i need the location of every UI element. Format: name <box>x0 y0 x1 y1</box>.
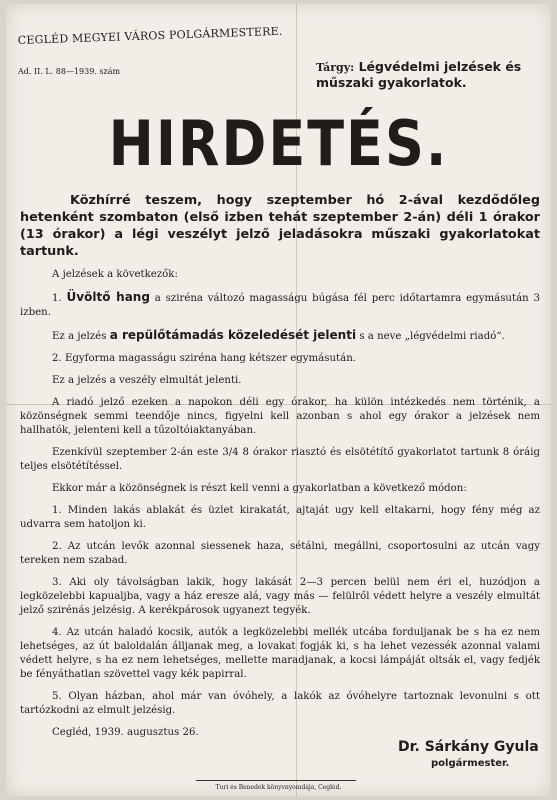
signal-1-name: Üvöltő hang <box>66 290 150 304</box>
intro-paragraph: Közhírré teszem, hogy szeptember hó 2-ával kezdődőleg hetenként szombaton (első izben tehát szeptember 2-án) déli 1 órakor (13 órakor) a légi veszélyt jelző jeladásokra műszaki gyakorlatokat tartunk. <box>20 193 540 259</box>
rule-5: 5. Olyan házban, ahol már van óvóhely, a lakók az óvóhelyre tartoznak levonulni s ott tartózkodni az elmult jelzésig. <box>20 691 540 716</box>
subject-label: Tárgy: <box>316 61 355 74</box>
subject-text: Légvédelmi jelzések és műszaki gyakorlatok. <box>316 59 522 90</box>
evening-exercise-paragraph: Ezenkívül szeptember 2-án este 3/4 8 órakor riasztó és elsötétítő gyakorlatot tartunk 8 óráig teljes elsötétítéssel. <box>20 447 540 472</box>
signal-1 <box>20 290 540 320</box>
signal-1-meaning-a: Ez a jelzés <box>52 331 107 342</box>
notice-body <box>20 192 540 748</box>
subject-block <box>316 59 544 90</box>
rule-3: 3. Aki oly távolságban lakik, hogy lakását 2—3 percen belül nem éri el, huzódjon a legközelebbi kapualjba, vagy a ház eresze alá, vagy más — felülről védett helyre a veszély elmultát jelző szirénás jelzésig. A kerékpárosok ugyanezt tegyék. <box>20 577 540 616</box>
signal-2-meaning: Ez a jelzés a veszély elmultát jelenti. <box>52 375 242 386</box>
rule-4: 4. Az utcán haladó kocsik, autók a legközelebbi mellék utcába forduljanak be s ha ez nem lehetséges, az út baloldalán álljanak meg, a lovakat fogják ki, s ha lehet vezessék azonnal valami védett helyre, s ha ez nem lehetséges, mellette maradjanak, a kocsi lámpáját oltsák el, vagy fedjék be fényáthatlan szövettel vagy kék papirral. <box>20 627 540 680</box>
signal-1-number: 1. <box>52 293 62 304</box>
signal-2: 2. Egyforma magasságu sziréna hang kétszer egymásután. <box>52 353 357 364</box>
signal-1-meaning-b: a repülőtámadás közeledését jelenti <box>109 328 357 342</box>
printer-imprint: Turi és Benedek könyvnyomdája, Cegléd. <box>215 784 342 791</box>
signals-intro: A jelzések a következők: <box>52 269 178 280</box>
rule-1: 1. Minden lakás ablakát és üzlet kirakatát, ajtaját ugy kell eltakarni, hogy fény még az udvarra sem hatoljon ki. <box>20 505 540 530</box>
signal-1-meaning-c: s a neve „légvédelmi riadó“. <box>359 331 505 342</box>
public-intro: Ekkor már a közönségnek is részt kell venni a gyakorlatban a következő módon: <box>52 483 467 494</box>
poster-sheet <box>6 4 551 796</box>
issuing-authority: CEGLÉD MEGYEI VÁROS POLGÁRMESTERE. <box>17 24 283 47</box>
signal-1-meaning <box>20 328 540 344</box>
riado-paragraph: A riadó jelző ezeken a napokon déli egy órakor, ha külön intézkedés nem történik, a közönségnek semmi teendője nincs, figyelni kell azonban s ahol egy órakor a jelzések nem hallhatók, jelenteni kell a tűzoltóiaktanyában. <box>20 397 540 436</box>
imprint-rule <box>196 780 356 781</box>
signal-1-desc: a sziréna változó magasságu búgása fél perc időtartamra egymásután 3 izben. <box>20 293 540 318</box>
place-date: Cegléd, 1939. augusztus 26. <box>52 727 199 738</box>
signature-name: Dr. Sárkány Gyula <box>398 739 539 755</box>
page-title: HIRDETÉS. <box>108 107 449 180</box>
rule-2: 2. Az utcán levők azonnal siessenek haza, sétálni, megállni, csoportosulni az utcán vagy tereken nem szabad. <box>20 541 540 566</box>
registration-number: Ad. II. L. 88—1939. szám <box>18 67 121 76</box>
signature-title: polgármester. <box>431 758 510 769</box>
